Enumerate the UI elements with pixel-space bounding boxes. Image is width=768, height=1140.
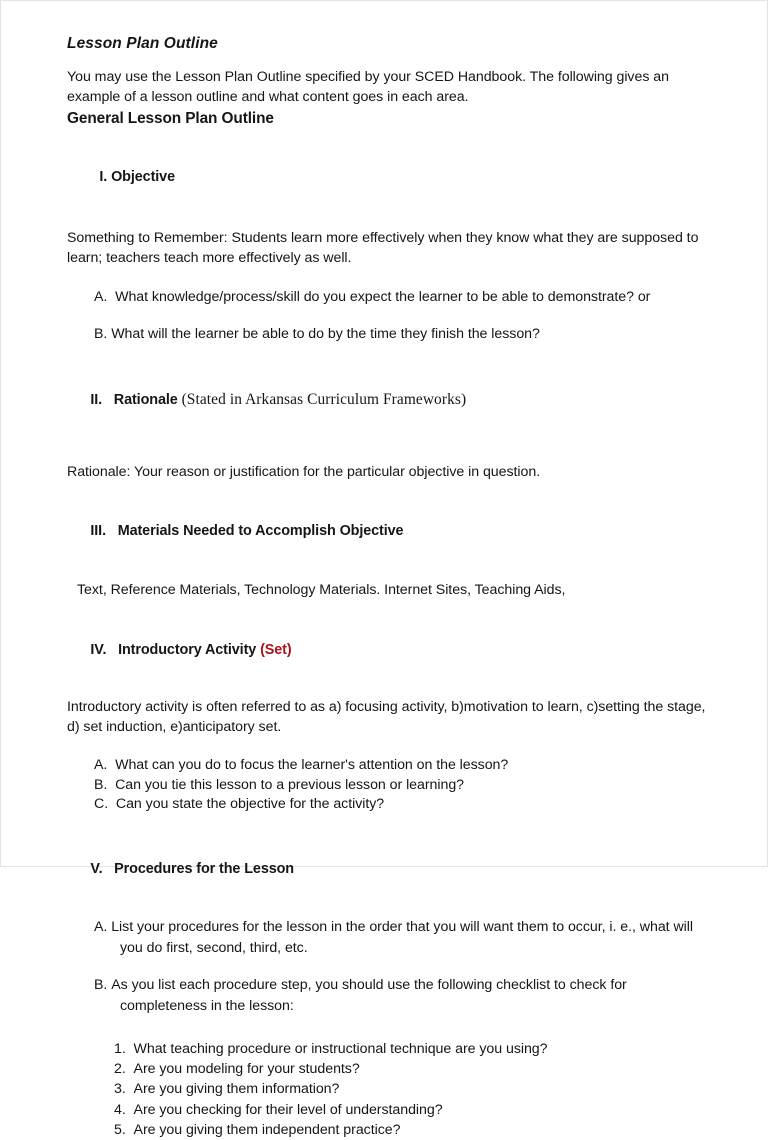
list-item — [94, 776, 715, 796]
section-heading-i — [67, 149, 715, 205]
intro-paragraph: You may use the Lesson Plan Outline specified by your SCED Handbook. The following gives an example of a lesson outline and what content goes in each area. — [67, 68, 669, 106]
section-body-iv: Introductory activity is often referred to as a) focusing activity, b)motivation to learn, c)setting the stage, d) set induction, e)anticipatory set. — [67, 698, 706, 736]
section-suffix-iv: (Set) — [260, 642, 292, 659]
list-item — [94, 975, 715, 1017]
list-item-label: 5. — [114, 1121, 126, 1138]
section-body-ii: Rationale: Your reason or justification for the particular objective in question. — [67, 464, 541, 481]
list-item-label: B. — [94, 776, 108, 793]
section-title-ii: Rationale — [113, 391, 178, 408]
section-title-i: Objective — [111, 169, 175, 186]
section-numeral-iii: III. — [90, 523, 106, 540]
section-title-iv: Introductory Activity — [118, 642, 257, 659]
list-item — [94, 287, 715, 308]
list-item-text: List your procedures for the lesson in the order that you will want them to occur, i. e., what will you do first, second, third, etc. — [111, 919, 693, 957]
list-item-label: A. — [94, 919, 108, 936]
section-title-v: Procedures for the Lesson — [114, 860, 295, 877]
list-item — [114, 1079, 715, 1099]
list-item — [94, 917, 715, 959]
procedure-checklist — [67, 1039, 715, 1140]
list-item-label: 1. — [114, 1040, 126, 1057]
list-item-text: What teaching procedure or instructional technique are you using? — [133, 1040, 548, 1057]
list-item-text: Are you checking for their level of understanding? — [133, 1101, 443, 1118]
list-item — [114, 1039, 715, 1059]
list-item — [114, 1059, 715, 1079]
list-item-label: A. — [94, 289, 108, 306]
section-suffix-ii: (Stated in Arkansas Curriculum Frameworks) — [181, 390, 467, 408]
list-item-label: C. — [94, 796, 109, 813]
list-item-label: 4. — [114, 1101, 126, 1118]
list-item — [114, 1120, 715, 1140]
section-iv-items — [67, 756, 715, 815]
section-numeral-i: I. — [99, 169, 108, 186]
list-item-label: B. — [94, 326, 108, 343]
list-item-label: 2. — [114, 1061, 126, 1078]
list-item-text: As you list each procedure step, you should use the following checklist to check for completeness in the lesson: — [111, 976, 627, 1014]
list-item — [94, 324, 715, 345]
section-numeral-ii: II. — [90, 391, 103, 408]
list-item — [94, 795, 715, 815]
list-item-text: Can you state the objective for the activity? — [115, 796, 385, 813]
section-v-items — [67, 917, 715, 1017]
list-item — [94, 756, 715, 776]
section-i-items — [67, 287, 715, 345]
section-body-i: Something to Remember: Students learn more effectively when they know what they are supposed to learn; teachers teach more effectively as well. — [67, 229, 699, 267]
list-item-text: Can you tie this lesson to a previous lesson or learning? — [115, 776, 464, 793]
list-item-text: Are you giving them independent practice? — [133, 1121, 401, 1138]
list-item-text: What knowledge/process/skill do you expect the learner to be able to demonstrate? or — [115, 289, 651, 306]
section-heading-ii — [67, 371, 715, 428]
section-numeral-iv: IV. — [90, 642, 107, 659]
list-item-text: Are you giving them information? — [133, 1081, 340, 1098]
document-title: Lesson Plan Outline — [67, 35, 218, 52]
section-title-iii: Materials Needed to Accomplish Objective — [117, 523, 404, 540]
section-body-iii: Text, Reference Materials, Technology Materials. Internet Sites, Teaching Aids, — [77, 581, 566, 598]
section-numeral-v: V. — [90, 860, 103, 877]
main-heading: General Lesson Plan Outline — [67, 110, 274, 128]
list-item-label: B. — [94, 976, 108, 993]
list-item-text: What will the learner be able to do by the time they finish the lesson? — [111, 326, 540, 343]
list-item-label: 3. — [114, 1081, 126, 1098]
list-item-label: A. — [94, 757, 108, 774]
section-heading-iii — [67, 503, 715, 559]
document-body — [67, 35, 715, 1140]
section-heading-iv — [67, 622, 715, 678]
list-item-text: Are you modeling for your students? — [133, 1061, 360, 1078]
list-item — [114, 1100, 715, 1120]
list-item-text: What can you do to focus the learner's attention on the lesson? — [115, 757, 509, 774]
section-heading-v — [67, 841, 715, 897]
